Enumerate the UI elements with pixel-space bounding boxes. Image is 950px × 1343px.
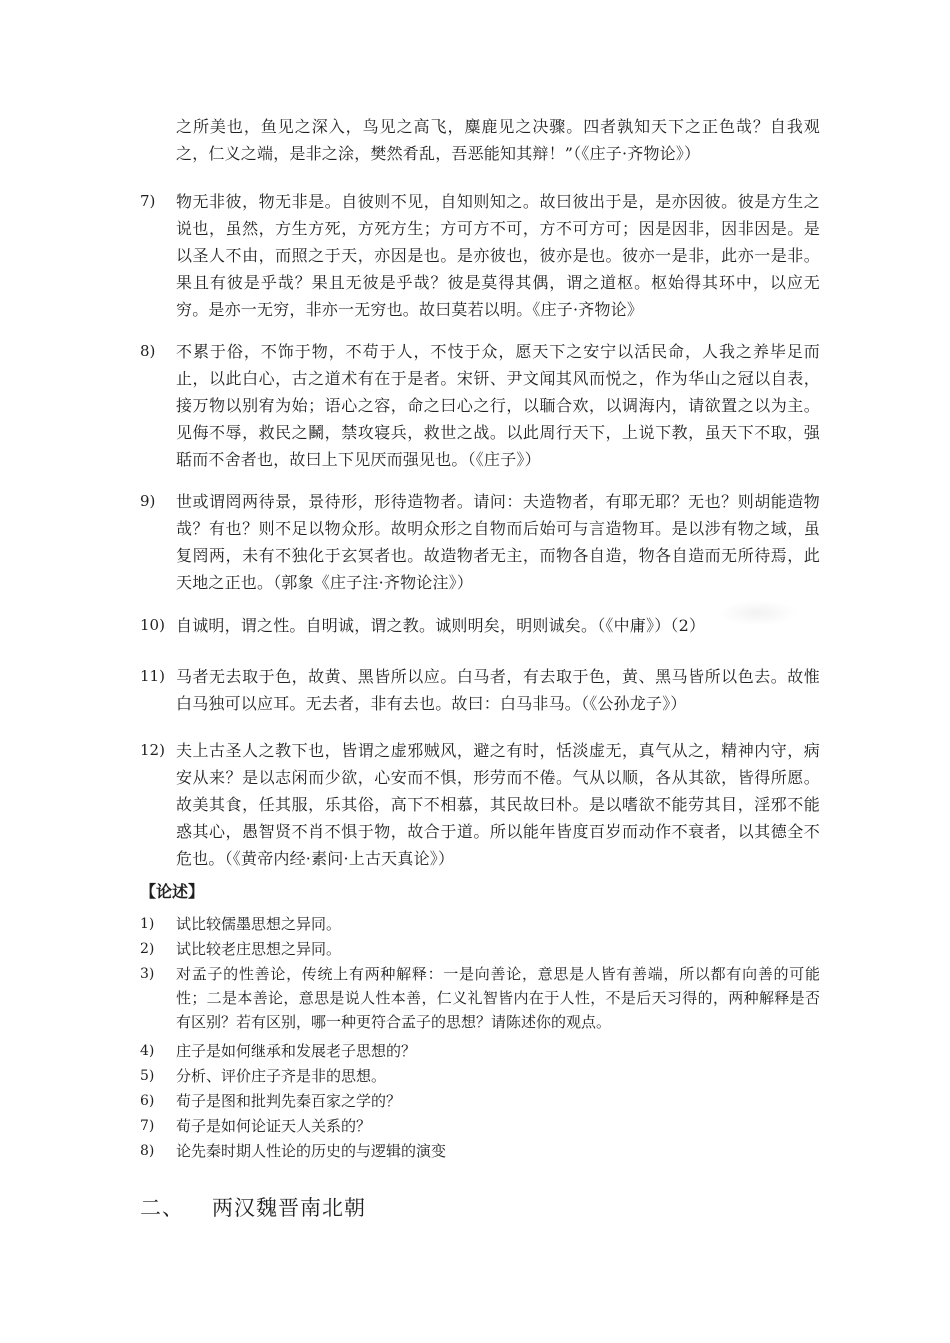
question-7 — [140, 1114, 820, 1138]
passage-number: 8) — [140, 342, 156, 360]
passage-number: 9) — [140, 492, 156, 510]
question-2 — [140, 937, 820, 961]
question-text: 分析、评价庄子齐是非的思想。 — [176, 1067, 387, 1085]
passage-number: 7) — [140, 192, 156, 210]
question-3 — [140, 962, 820, 1034]
question-text: 荀子是图和批判先秦百家之学的？ — [176, 1092, 402, 1110]
question-text: 试比较儒墨思想之异同。 — [176, 915, 342, 933]
question-1 — [140, 912, 820, 936]
passage-11 — [140, 663, 820, 717]
question-8 — [140, 1139, 820, 1163]
question-number: 1) — [140, 916, 155, 932]
chapter-title: 两汉魏晋南北朝 — [212, 1196, 366, 1220]
passage-7 — [140, 188, 820, 323]
section-heading: 【论述】 — [140, 882, 205, 901]
question-text: 论先秦时期人性论的历史的与逻辑的演变 — [176, 1142, 447, 1160]
passage-text: 物无非彼，物无非是。自彼则不见，自知则知之。故曰彼出于是，是亦因彼。彼是方生之说也，虽然，方生方死，方死方生；方可方不可，方不可方可；因是因非，因非因是。是以圣人不由，而照之于天，亦因是也。是亦彼也，彼亦是也。彼亦一是非，此亦一是非。果且有彼是乎哉？果且无彼是乎哉？彼是莫得其偶，谓之道枢。枢始得其环中，以应无穷。是亦一无穷，非亦一无穷也。故曰莫若以明。《庄子·齐物论》 — [176, 192, 820, 319]
passage-number: 12) — [140, 741, 165, 759]
question-5 — [140, 1064, 820, 1088]
scan-smudge — [718, 600, 798, 626]
passage-text: 世或谓罔两待景，景待形，形待造物者。请问：夫造物者，有耶无耶？无也？则胡能造物哉？有也？则不足以物众形。故明众形之自物而后始可与言造物耳。是以涉有物之域，虽复罔两，未有不独化于玄冥者也。故造物者无主，而物各自造，物各自造而无所待焉，此天地之正也。（郭象《庄子注·齐物论注》） — [176, 492, 820, 592]
question-number: 7) — [140, 1118, 155, 1134]
question-number: 8) — [140, 1143, 155, 1159]
question-text: 荀子是如何论证天人关系的？ — [176, 1117, 372, 1135]
passage-text: 不累于俗，不饰于物，不苟于人，不忮于众，愿天下之安宁以活民命，人我之养毕足而止，以此白心，古之道术有在于是者。宋钘、尹文闻其风而悦之，作为华山之冠以自表，接万物以别宥为始；语心之容，命之曰心之行，以聏合欢，以调海内，请欲置之以为主。见侮不辱，救民之鬭，禁攻寝兵，救世之战。以此周行天下，上说下教，虽天下不取，强聒而不舍者也，故曰上下见厌而强见也。（《庄子》） — [176, 342, 820, 469]
passage-text: 马者无去取于色，故黄、黑皆所以应。白马者，有去取于色，黄、黑马皆所以色去。故惟白马独可以应耳。无去者，非有去也。故曰：白马非马。（《公孙龙子》） — [176, 667, 820, 713]
passage-9 — [140, 488, 820, 596]
question-text: 对孟子的性善论，传统上有两种解释：一是向善论，意思是人皆有善端，所以都有向善的可能性；二是本善论，意思是说人性本善，仁义礼智皆内在于人性，不是后天习得的，两种解释是否有区别？若有区别，哪一种更符合孟子的思想？请陈述你的观点。 — [176, 965, 820, 1031]
question-number: 5) — [140, 1068, 155, 1084]
passage-8 — [140, 338, 820, 473]
passage-text: 夫上古圣人之教下也，皆谓之虚邪贼风，避之有时，恬淡虚无，真气从之，精神内守，病安从来？是以志闲而少欲，心安而不惧，形劳而不倦。气从以顺，各从其欲，皆得所愿。故美其食，任其服，乐其俗，高下不相慕，其民故曰朴。是以嗜欲不能劳其目，淫邪不能惑其心，愚智贤不肖不惧于物，故合于道。所以能年皆度百岁而动作不衰者，以其德全不危也。（《黄帝内经·素问·上古天真论》） — [176, 741, 820, 868]
question-6 — [140, 1089, 820, 1113]
passage-12 — [140, 737, 820, 872]
passage-number: 11) — [140, 667, 165, 685]
question-number: 3) — [140, 966, 155, 982]
question-text: 试比较老庄思想之异同。 — [176, 940, 342, 958]
question-number: 6) — [140, 1093, 155, 1109]
question-number: 4) — [140, 1043, 155, 1059]
chapter-heading — [140, 1192, 366, 1224]
passage-text: 自诚明，谓之性。自明诚，谓之教。诚则明矣，明则诚矣。（《中庸》）（2） — [176, 616, 706, 635]
question-number: 2) — [140, 941, 155, 957]
chapter-number: 二、 — [140, 1196, 184, 1220]
passage-number: 10) — [140, 616, 165, 634]
question-text: 庄子是如何继承和发展老子思想的？ — [176, 1042, 417, 1060]
passage-continuation: 之所美也，鱼见之深入，鸟见之高飞，麋鹿见之决骤。四者孰知天下之正色哉？自我观之，仁义之端，是非之涂，樊然肴乱，吾恶能知其辩！”（《庄子·齐物论》） — [176, 117, 820, 163]
question-4 — [140, 1039, 820, 1063]
